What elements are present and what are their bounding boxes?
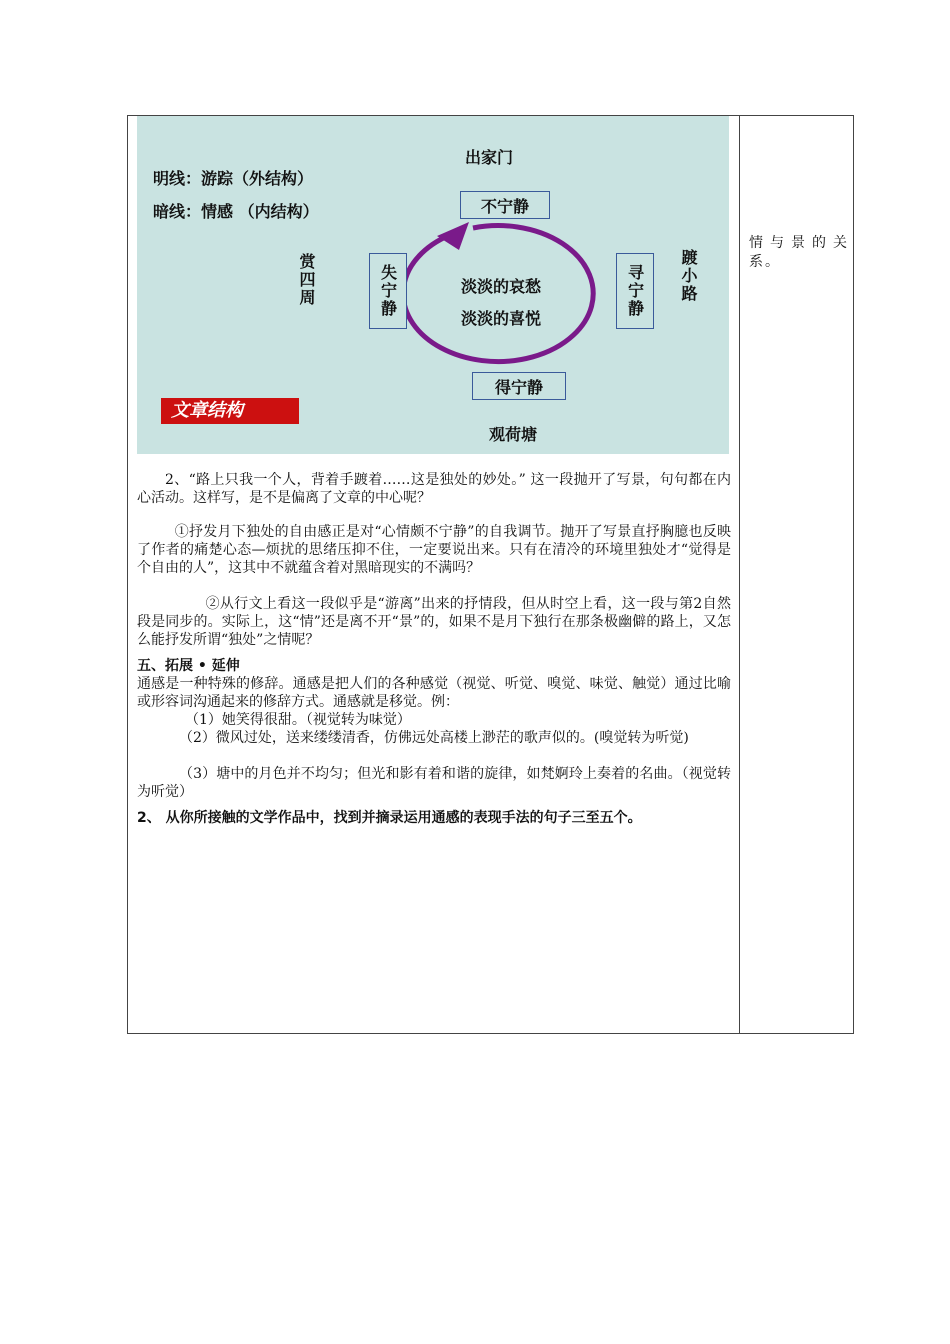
synesthesia-intro: 通感是一种特殊的修辞。通感是把人们的各种感觉（视觉、听觉、嗅觉、味觉、触觉）通过比喻或形容词沟通起来的修辞方式。通感就是移觉。例： bbox=[137, 676, 731, 710]
box-top: 不宁静 bbox=[460, 191, 550, 219]
section-title: 五、拓展 • 延伸 bbox=[137, 658, 240, 674]
question-2 bbox=[137, 471, 731, 507]
example-1: （1）她笑得很甜。（视觉转为味觉） bbox=[185, 712, 411, 728]
box-bottom: 得宁静 bbox=[472, 372, 566, 400]
lesson-table bbox=[127, 115, 854, 1034]
answer-1 bbox=[137, 523, 731, 577]
example-2: （2）微风过处，送来缕缕清香，仿佛远处高楼上渺茫的歌声似的。(嗅觉转为听觉) bbox=[179, 730, 689, 746]
task-prompt: 2、 从你所接触的文学作品中，找到并摘录运用通感的表现手法的句子三至五个。 bbox=[137, 810, 642, 826]
example-3: （3）塘中的月色并不均匀；但光和影有着和谐的旋律，如梵婀玲上奏着的名曲。（视觉转为听觉） bbox=[137, 766, 731, 800]
center-line2: 淡淡的喜悦 bbox=[461, 309, 542, 328]
answer-2-text: ②从行文上看这一段似乎是“游离”出来的抒情段，但从时空上看，这一段与第2自然段是同步的。实际上，这“情”还是离不开“景”的，如果不是月下独行在那条极幽僻的路上，又怎么能抒发所谓“独处”之情呢？ bbox=[137, 596, 731, 648]
box-left: 失宁静 bbox=[369, 253, 407, 329]
margin-note: 情与景的关系。 bbox=[749, 235, 849, 270]
answer-2 bbox=[137, 595, 731, 649]
line1-label: 明线：游踪（外结构） bbox=[153, 169, 314, 188]
box-right: 寻宁静 bbox=[616, 253, 654, 329]
column-divider bbox=[739, 116, 740, 1033]
top-label: 出家门 bbox=[465, 148, 514, 167]
center-line1: 淡淡的哀愁 bbox=[461, 277, 542, 296]
question-text: 2、“路上只我一个人，背着手踱着……这是独处的妙处。” 这一段抛开了写景，句句都在内心活动。这样写，是不是偏离了文章的中心呢？ bbox=[137, 472, 731, 506]
line2-label: 暗线：情感 （内结构） bbox=[153, 202, 319, 221]
bottom-label: 观荷塘 bbox=[489, 425, 538, 444]
structure-diagram bbox=[137, 116, 729, 454]
structure-badge: 文章结构 bbox=[161, 398, 299, 424]
right-label: 踱小路 bbox=[679, 249, 698, 303]
answer-1-text: ①抒发月下独处的自由感正是对“心情颇不宁静”的自我调节。抛开了写景直抒胸臆也反映了作者的痛楚心态—烦扰的思绪压抑不住，一定要说出来。只有在清冷的环境里独处才“觉得是个自由的人”，这其中不就蕴含着对黑暗现实的不满吗？ bbox=[137, 524, 731, 576]
left-label: 赏四周 bbox=[297, 253, 316, 307]
